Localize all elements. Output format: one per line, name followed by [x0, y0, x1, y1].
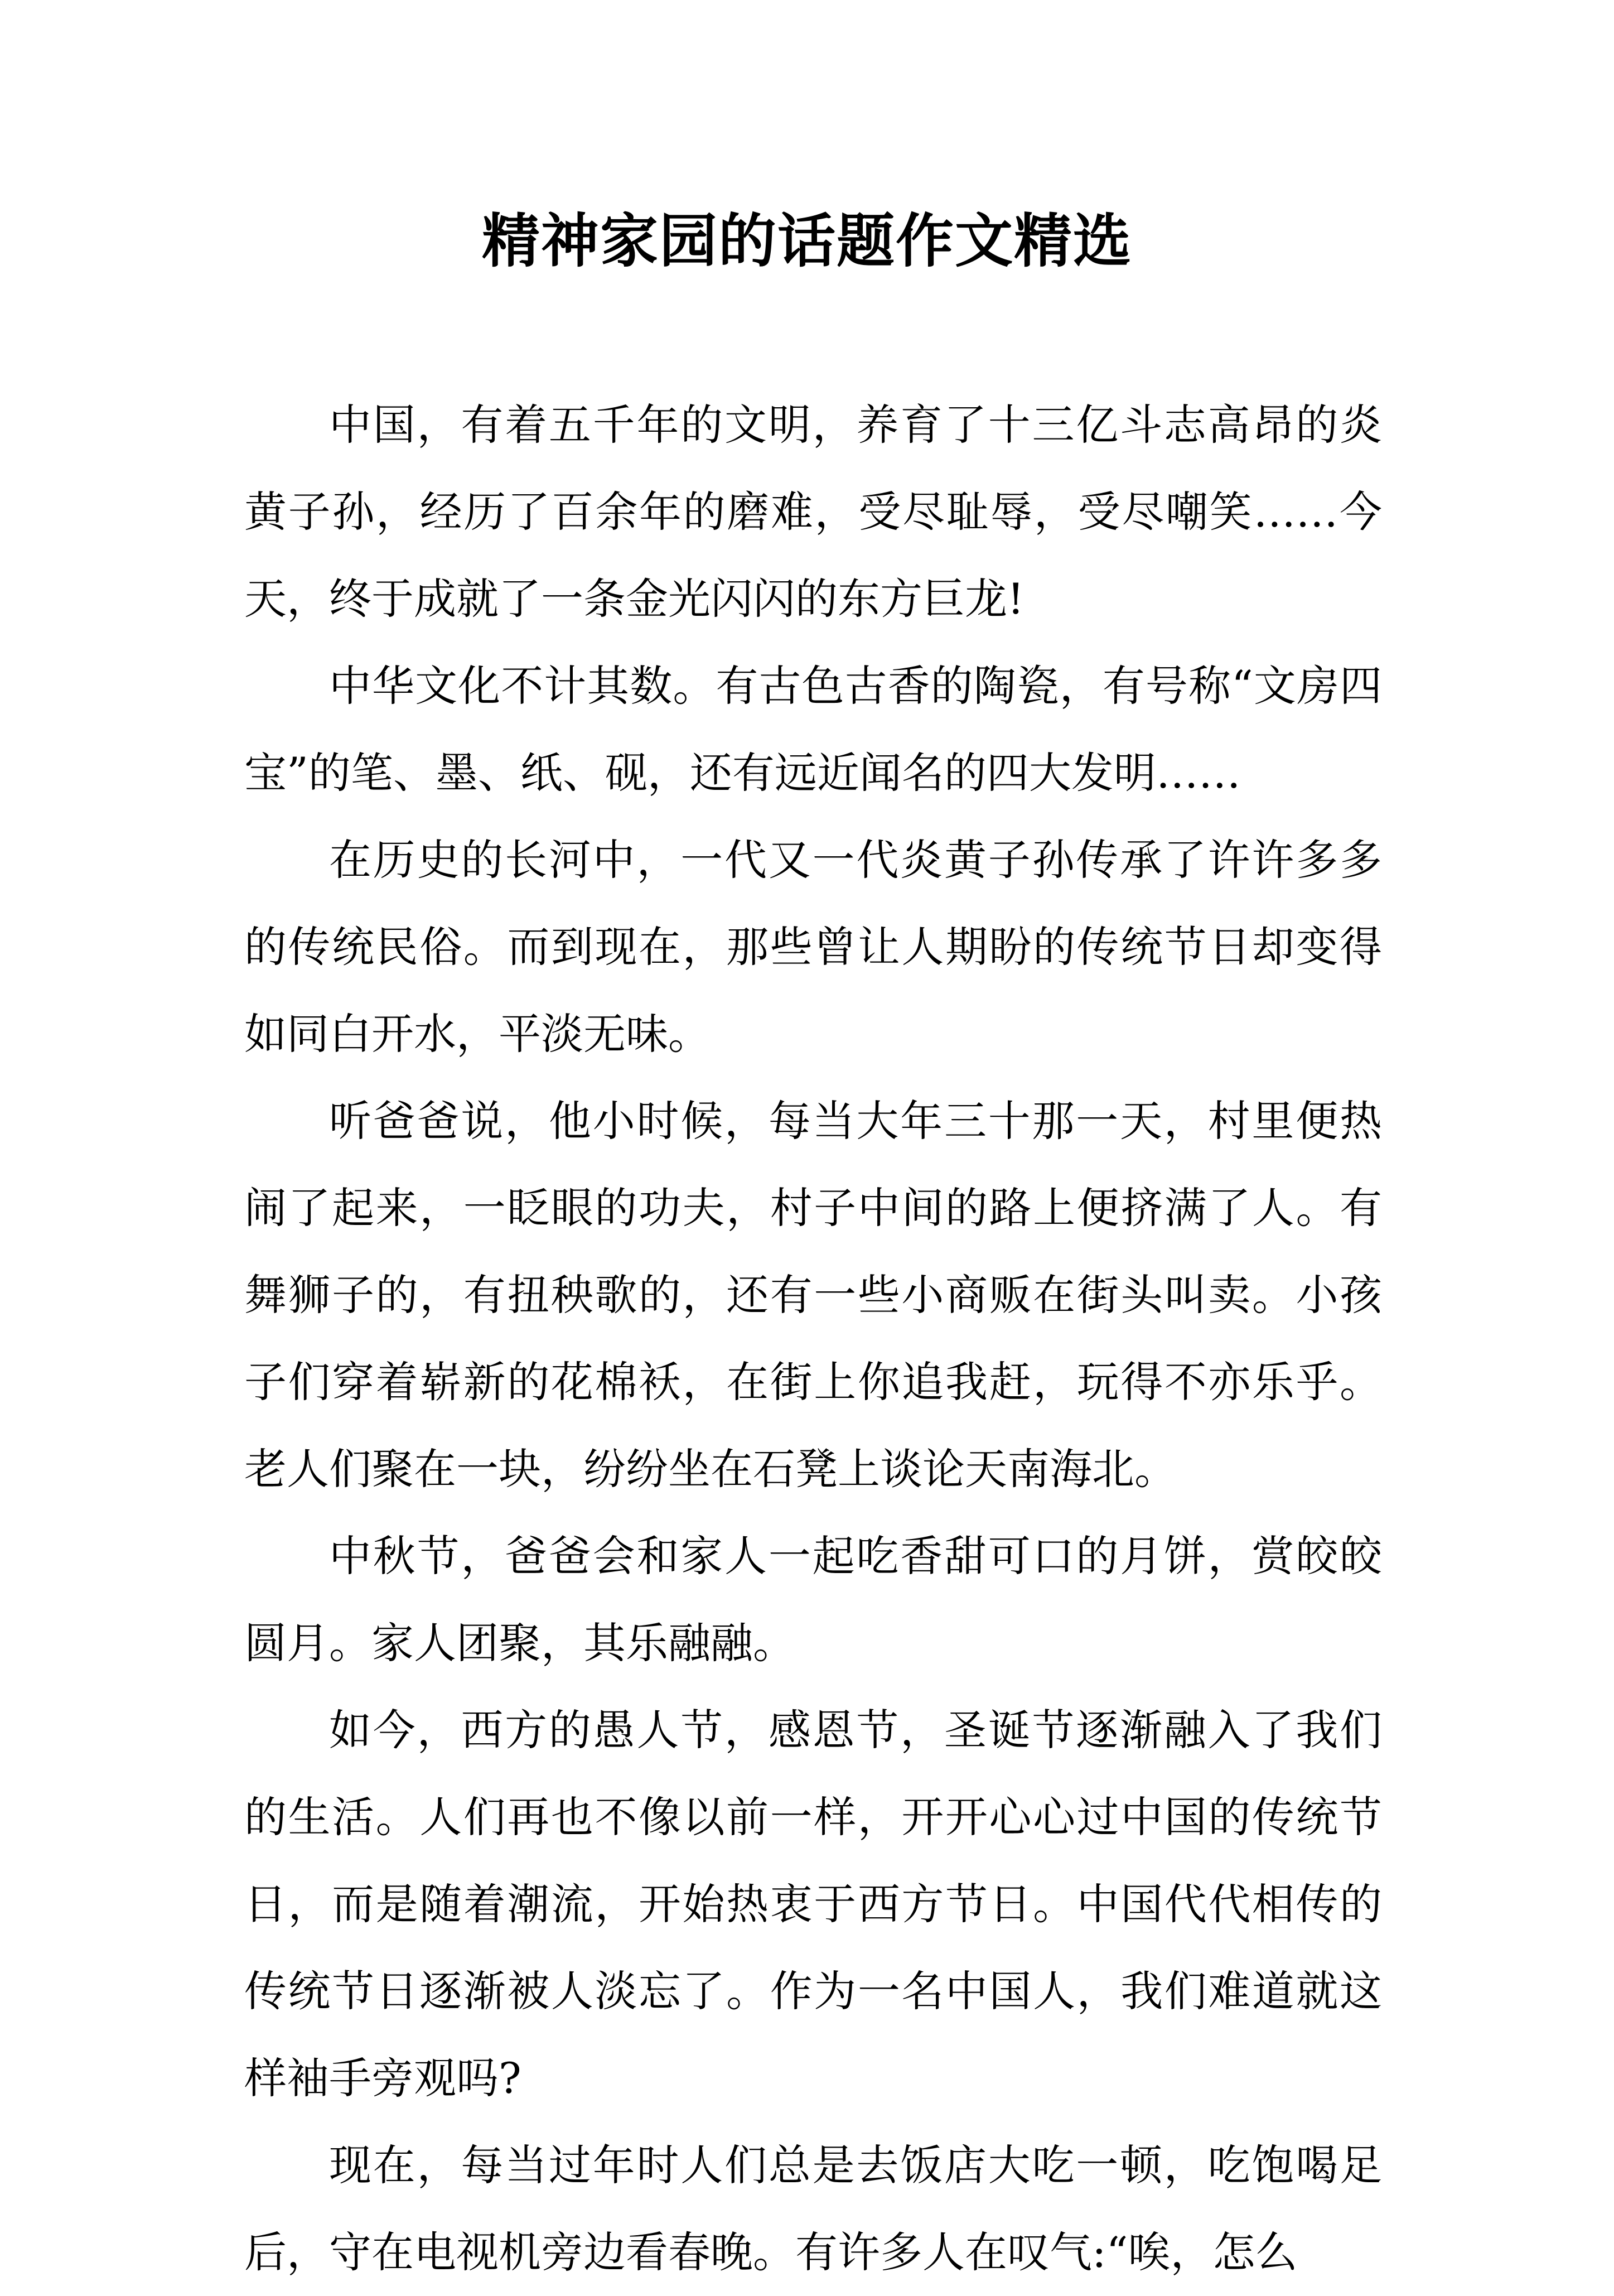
paragraph-5: 中秋节，爸爸会和家人一起吃香甜可口的月饼，赏皎皎圆月。家人团聚，其乐融融。	[244, 1531, 1382, 1668]
paragraph-3: 在历史的长河中，一代又一代炎黄子孙传承了许许多多的传统民俗。而到现在，那些曾让人期盼的传统节日却变得如同白开水，平淡无味。	[244, 835, 1382, 1059]
paragraph-7: 现在，每当过年时人们总是去饭店大吃一顿，吃饱喝足后，守在电视机旁边看春晚。有许多人在叹气:“唉，怎么	[244, 2140, 1382, 2277]
paragraph-6: 如今，西方的愚人节，感恩节，圣诞节逐渐融入了我们的生活。人们再也不像以前一样，开开心心过中国的传统节日，而是随着潮流，开始热衷于西方节日。中国代代相传的传统节日逐渐被人淡忘了。作为一名中国人，我们难道就这样袖手旁观吗?	[244, 1705, 1382, 2103]
paragraph-1: 中国，有着五千年的文明，养育了十三亿斗志高昂的炎黄子孙，经历了百余年的磨难，受尽耻辱，受尽嘲笑……今天，终于成就了一条金光闪闪的东方巨龙!	[244, 400, 1382, 624]
paragraph-2: 中华文化不计其数。有古色古香的陶瓷，有号称“文房四宝”的笔、墨、纸、砚，还有远近闻名的四大发明……	[244, 661, 1382, 798]
paragraph-4: 听爸爸说，他小时候，每当大年三十那一天，村里便热闹了起来，一眨眼的功夫，村子中间的路上便挤满了人。有舞狮子的，有扭秧歌的，还有一些小商贩在街头叫卖。小孩子们穿着崭新的花棉袄，在街上你追我赶，玩得不亦乐乎。老人们聚在一块，纷纷坐在石凳上谈论天南海北。	[244, 1096, 1382, 1494]
document-title: 精神家园的话题作文精选	[481, 207, 1132, 275]
document-body	[244, 382, 1382, 2296]
